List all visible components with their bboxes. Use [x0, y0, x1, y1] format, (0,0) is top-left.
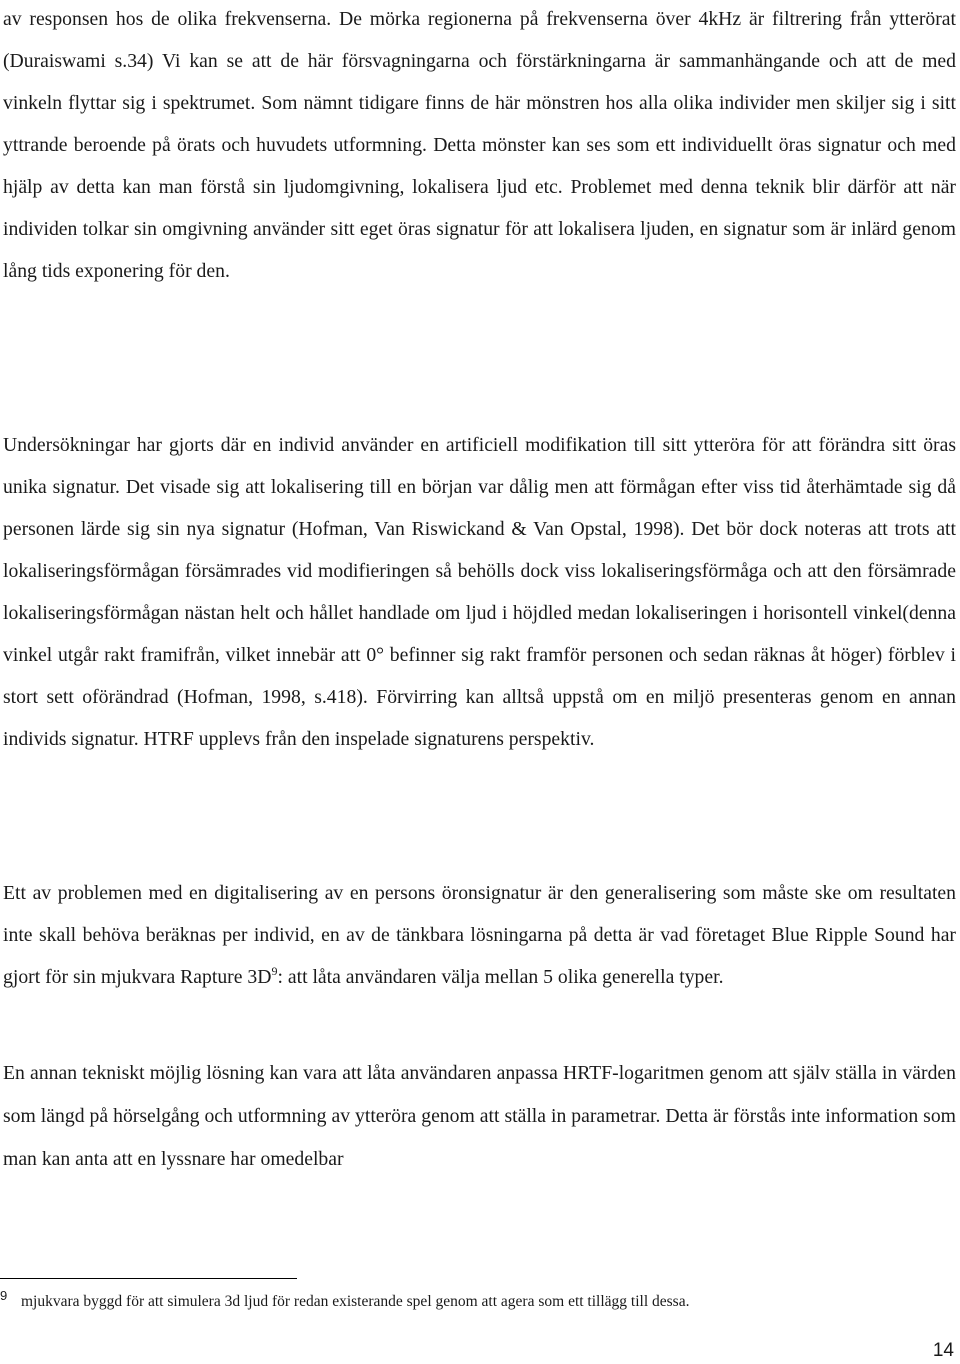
footnote-text: mjukvara byggd för att simulera 3d ljud för redan existerande spel genom att agera som ett tillägg till dessa. [21, 1293, 690, 1310]
body-paragraph-4: En annan tekniskt möjlig lösning kan vara att låta användaren anpassa HRTF-logaritmen genom att själv ställa in värden som längd på hörselgång och utformning av ytteröra genom att ställa in parametrar. Detta är förstås inte information som man kan anta att en lyssnare har omedelbar [3, 1062, 956, 1170]
footnote-separator [0, 1278, 297, 1279]
footnote-reference[interactable]: 9 [271, 964, 278, 978]
page-number: 14 [932, 1340, 954, 1361]
paragraph-3-text-before: Ett av problemen med en digitalisering av en persons öronsignatur är den generalisering som måste ske om resultaten inte skall behöva beräknas per individ, en av de tänkbara lösningarna på detta är vad företaget Blue Ripple Sound har gjort för sin mjukvara Rapture 3D [3, 882, 956, 988]
body-paragraph-3 [3, 872, 956, 998]
paragraph-3-text-after: : att låta användaren välja mellan 5 olika generella typer. [277, 966, 724, 988]
footnote-number: 9 [0, 1288, 8, 1303]
body-paragraph-2: Undersökningar har gjorts där en individ använder en artificiell modifikation till sitt ytteröra för att förändra sitt öras unika signatur. Det visade sig att lokalisering till en början var dålig men att förmågan efter viss tid återhämtade sig då personen lärde sig sin nya signatur (Hofman, Van Riswickand & Van Opstal, 1998). Det bör dock noteras att trots att lokaliseringsförmågan försämrades vid modifieringen så behölls dock viss lokaliseringsförmåga och att den försämrade lokaliseringsförmågan nästan helt och hållet handlade om ljud i höjdled medan lokaliseringen i horisontell vinkel(denna vinkel utgår rakt framifrån, vilket innebär att 0° befinner sig rakt framför personen och sedan räknas åt höger) förblev i stort sett oförändrad (Hofman, 1998, s.418). Förvirring kan alltså uppstå om en miljö presenteras genom en annan individs signatur. HTRF upplevs från den inspelade signaturens perspektiv. [3, 434, 956, 750]
body-paragraph-1: av responsen hos de olika frekvenserna. De mörka regionerna på frekvenserna över 4kHz är filtrering från ytterörat (Duraiswami s.34) Vi kan se att de här försvagningarna och förstärkningarna är sammanhängande och att de med vinkeln flyttar sig i spektrumet. Som nämnt tidigare finns de här mönstren hos alla olika individer men skiljer sig i sitt yttrande beroende på örats och huvudets utformning. Detta mönster kan ses som ett individuellt öras signatur och med hjälp av detta kan man förstå sin ljudomgivning, lokalisera ljud etc. Problemet med denna teknik blir därför att när individen tolkar sin omgivning använder sitt eget öras signatur för att lokalisera ljuden, en signatur som är inlärd genom lång tids exponering för den. [3, 8, 956, 282]
